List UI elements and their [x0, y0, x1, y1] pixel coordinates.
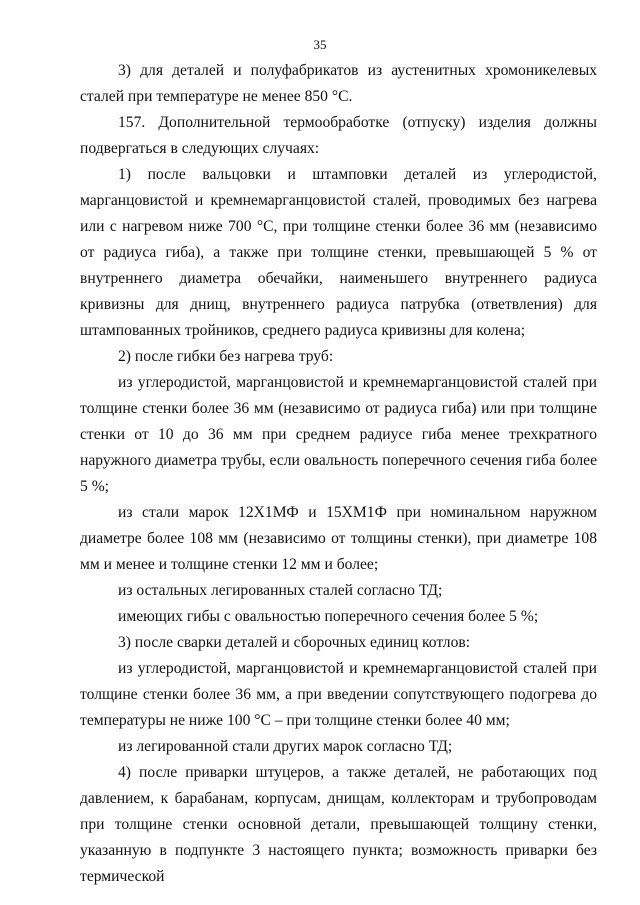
paragraph-steel-grades: из стали марок 12Х1МФ и 15ХМ1Ф при номинальном наружном диаметре более 108 мм (независимо от толщины стенки), при диаметре 108 мм и менее и толщине стенки 12 мм и более; [80, 504, 597, 573]
paragraph-subitem-2-bending: 2) после гибки без нагрева труб: [118, 348, 334, 365]
paragraph-157-heading: 157. Дополнительной термообработке (отпуску) изделия должны подвергаться в следующих случаях: [80, 114, 597, 157]
paragraph-ovality-bends: имеющих гибы с овальностью поперечного сечения более 5 %; [118, 608, 539, 625]
paragraph-alloy-steel-welding: из легированной стали других марок согласно ТД; [118, 738, 453, 755]
paragraph-carbon-steel-welding: из углеродистой, марганцовистой и кремнемарганцовистой сталей при толщине стенки более 36 мм, а при введении сопутствующего подогрева до температуры не ниже 100 °С – при толщине стенки более 40 мм; [80, 660, 597, 729]
paragraph-subitem-1-rolling: 1) после вальцовки и штамповки деталей из углеродистой, марганцовистой и кремнемарганцовистой сталей, проводимых без нагрева или с нагревом ниже 700 °С, при толщине стенки более 36 мм (независимо от радиуса гиба), а также при толщине стенки, превышающей 5 % от внутреннего диаметра обечайки, наименьшего внутреннего радиуса кривизны для днищ, внутреннего радиуса патрубка (ответвления) для штампованных тройников, среднего радиуса кривизны для колена; [80, 166, 597, 339]
page-number: 35 [313, 37, 327, 52]
paragraph-subitem-4-fittings: 4) после приварки штуцеров, а также деталей, не работающих под давлением, к барабанам, корпусам, днищам, коллекторам и трубопроводам при толщине стенки основной детали, превышающей толщину стенки, указанную в подпункте 3 настоящего пункта; возможность приварки без термической [80, 764, 597, 885]
paragraph-other-alloy-steels: из остальных легированных сталей согласно ТД; [118, 582, 443, 599]
document-body [80, 58, 597, 890]
paragraph-subitem-3-welding: 3) после сварки деталей и сборочных единиц котлов: [118, 634, 471, 651]
paragraph-carbon-steel-pipes: из углеродистой, марганцовистой и кремнемарганцовистой сталей при толщине стенки более 36 мм (независимо от радиуса гиба) или при толщине стенки от 10 до 36 мм при среднем радиусе гиба менее трехкратного наружного диаметра трубы, если овальность поперечного сечения гиба более 5 %; [80, 374, 597, 495]
paragraph-item-3-austenitic: 3) для деталей и полуфабрикатов из аустенитных хромоникелевых сталей при температуре не менее 850 °С. [80, 62, 597, 105]
